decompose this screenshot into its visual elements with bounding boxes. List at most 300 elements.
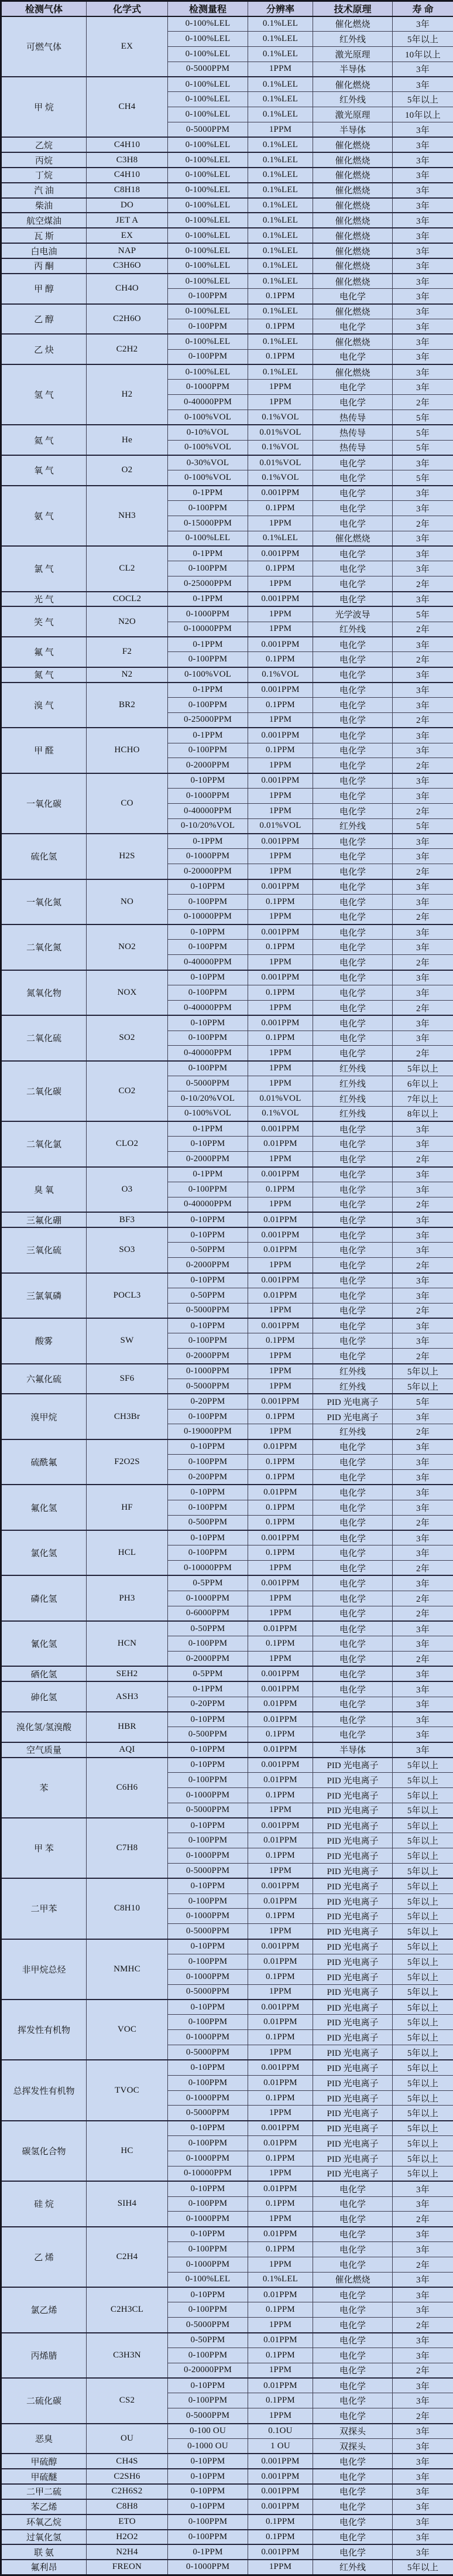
principle-cell: 电化学 — [313, 1333, 393, 1349]
gas-name-cell: 溴化氢/氢溴酸 — [1, 1712, 87, 1742]
table-row — [1, 1878, 453, 1893]
table-row — [1, 1939, 453, 1954]
gas-name-cell: 二甲二硫 — [1, 2484, 87, 2499]
range-cell: 0-10PPM — [168, 1227, 248, 1243]
gas-name-cell: 氟利昂 — [1, 2560, 87, 2575]
gas-name-cell: 白电油 — [1, 243, 87, 258]
lifespan-cell: 3年 — [393, 137, 453, 152]
principle-cell: PID 光电离子 — [313, 1394, 393, 1409]
lifespan-cell: 2年 — [393, 395, 453, 410]
formula-cell: TVOC — [87, 2060, 168, 2120]
resolution-cell: 0.1PPM — [248, 2393, 313, 2408]
principle-cell: 电化学 — [313, 2393, 393, 2408]
principle-cell: 电化学 — [313, 1515, 393, 1530]
resolution-cell: 0.001PPM — [248, 728, 313, 743]
resolution-cell: 0.1%LEL — [248, 213, 313, 228]
principle-cell: 热传导 — [313, 440, 393, 455]
resolution-cell: 0.001PPM — [248, 1530, 313, 1545]
resolution-cell: 0.1PPM — [248, 1848, 313, 1864]
principle-cell: 半导体 — [313, 1742, 393, 1758]
table-row — [1, 1364, 453, 1379]
table-row — [1, 924, 453, 940]
lifespan-cell: 3年 — [393, 2181, 453, 2196]
formula-cell: CH4O — [87, 274, 168, 304]
formula-cell: JET A — [87, 213, 168, 228]
range-cell: 0-5PPM — [168, 1666, 248, 1681]
resolution-cell: 1PPM — [248, 2257, 313, 2272]
resolution-cell: 0.1PPM — [248, 697, 313, 712]
formula-cell: N2O — [87, 606, 168, 637]
resolution-cell: 0.1PPM — [248, 2348, 313, 2363]
principle-cell: 红外线 — [313, 1061, 393, 1076]
table-row — [1, 2499, 453, 2514]
resolution-cell: 1PPM — [248, 1803, 313, 1818]
formula-cell: COCL2 — [87, 592, 168, 607]
resolution-cell: 0.001PPM — [248, 546, 313, 561]
resolution-cell: 0.001PPM — [248, 970, 313, 985]
range-cell: 0-10PPM — [168, 879, 248, 895]
resolution-cell: 0.1PPM — [248, 2196, 313, 2212]
lifespan-cell: 3年 — [393, 849, 453, 864]
lifespan-cell: 2年 — [393, 1303, 453, 1318]
principle-cell: 电化学 — [313, 1530, 393, 1545]
principle-cell: 电化学 — [313, 592, 393, 607]
gas-name-cell: 甲 醇 — [1, 274, 87, 304]
gas-name-cell: 氰化氢 — [1, 1621, 87, 1667]
table-row — [1, 2424, 453, 2439]
lifespan-cell: 7年以上 — [393, 1091, 453, 1106]
lifespan-cell: 3年 — [393, 773, 453, 789]
principle-cell: 电化学 — [313, 712, 393, 728]
principle-cell: 电化学 — [313, 728, 393, 743]
resolution-cell: 0.1%LEL — [248, 183, 313, 198]
range-cell: 0-1PPM — [168, 592, 248, 607]
lifespan-cell: 3年 — [393, 228, 453, 243]
range-cell: 0-20000PPM — [168, 2363, 248, 2378]
lifespan-cell: 3年 — [393, 924, 453, 940]
lifespan-cell: 5年以上 — [393, 1984, 453, 2000]
resolution-cell: 0.001PPM — [248, 1878, 313, 1893]
table-row — [1, 2000, 453, 2015]
principle-cell: 电化学 — [313, 1545, 393, 1561]
range-cell: 0-1000PPM — [168, 1909, 248, 1924]
resolution-cell: 0.1PPM — [248, 1500, 313, 1515]
resolution-cell: 0.01%VOL — [248, 455, 313, 470]
lifespan-cell: 3年 — [393, 2393, 453, 2408]
range-cell: 0-100PPM — [168, 2242, 248, 2257]
range-cell: 0-10PPM — [168, 1485, 248, 1500]
range-cell: 0-5000PPM — [168, 2408, 248, 2424]
resolution-cell: 0.1%LEL — [248, 137, 313, 152]
table-row — [1, 77, 453, 92]
range-cell: 0-5000PPM — [168, 1303, 248, 1318]
principle-cell: 催化燃烧 — [313, 243, 393, 258]
lifespan-cell: 3年 — [393, 1167, 453, 1182]
resolution-cell: 0.01PPM — [248, 2227, 313, 2242]
formula-cell: SO3 — [87, 1227, 168, 1273]
table-row — [1, 879, 453, 895]
range-cell: 0-100%LEL — [168, 16, 248, 32]
gas-name-cell: 二甲苯 — [1, 1878, 87, 1939]
lifespan-cell: 3年 — [393, 834, 453, 849]
principle-cell: 电化学 — [313, 1681, 393, 1697]
lifespan-cell: 3年 — [393, 1727, 453, 1742]
principle-cell: 电化学 — [313, 985, 393, 1001]
formula-cell: C7H8 — [87, 1818, 168, 1878]
range-cell: 0-5000PPM — [168, 122, 248, 137]
lifespan-cell: 5年以上 — [393, 2015, 453, 2030]
table-row — [1, 486, 453, 501]
principle-cell: 催化燃烧 — [313, 183, 393, 198]
formula-cell: C6H6 — [87, 1758, 168, 1818]
table-row — [1, 1621, 453, 1636]
range-cell: 0-100%LEL — [168, 92, 248, 107]
range-cell: 0-2000PPM — [168, 1258, 248, 1273]
range-cell: 0-10%VOL — [168, 425, 248, 440]
formula-cell: H2 — [87, 364, 168, 425]
principle-cell: 催化燃烧 — [313, 77, 393, 92]
resolution-cell: 0.1%VOL — [248, 410, 313, 425]
principle-cell: 电化学 — [313, 1727, 393, 1742]
formula-cell: VOC — [87, 2000, 168, 2060]
range-cell: 0-100%LEL — [168, 198, 248, 213]
resolution-cell: 0.01PPM — [248, 2181, 313, 2196]
lifespan-cell: 5年以上 — [393, 2166, 453, 2181]
range-cell: 0-25000PPM — [168, 712, 248, 728]
range-cell: 0-100PPM — [168, 985, 248, 1001]
formula-cell: NH3 — [87, 486, 168, 546]
lifespan-cell: 3年 — [393, 2196, 453, 2212]
principle-cell: 电化学 — [313, 1666, 393, 1681]
lifespan-cell: 3年 — [393, 2514, 453, 2530]
resolution-cell: 1PPM — [248, 1152, 313, 1167]
principle-cell: 电化学 — [313, 2544, 393, 2560]
formula-cell: F2O2S — [87, 1439, 168, 1485]
resolution-cell: 0.1PPM — [248, 2530, 313, 2545]
range-cell: 0-10PPM — [168, 2000, 248, 2015]
lifespan-cell: 2年 — [393, 2318, 453, 2333]
resolution-cell: 1PPM — [248, 1061, 313, 1076]
lifespan-cell: 8年以上 — [393, 1106, 453, 1121]
lifespan-cell: 3年 — [393, 152, 453, 168]
resolution-cell: 0.001PPM — [248, 1273, 313, 1288]
range-cell: 0-100PPM — [168, 1772, 248, 1787]
formula-cell: ASH3 — [87, 1681, 168, 1712]
resolution-cell: 0.1PPM — [248, 1455, 313, 1470]
principle-cell: PID 光电离子 — [313, 1772, 393, 1787]
lifespan-cell: 3年 — [393, 501, 453, 516]
resolution-cell: 0.1%VOL — [248, 667, 313, 683]
lifespan-cell: 5年 — [393, 606, 453, 622]
gas-name-cell: 丙烯腈 — [1, 2333, 87, 2379]
principle-cell: 电化学 — [313, 2469, 393, 2484]
range-cell: 0-10PPM — [168, 1712, 248, 1727]
range-cell: 0-10PPM — [168, 1137, 248, 1152]
principle-cell: 红外线 — [313, 818, 393, 834]
lifespan-cell: 10年以上 — [393, 107, 453, 122]
range-cell: 0-1000PPM — [168, 380, 248, 395]
principle-cell: 热传导 — [313, 410, 393, 425]
range-cell: 0-10PPM — [168, 1758, 248, 1773]
resolution-cell: 1PPM — [248, 516, 313, 531]
lifespan-cell: 5年以上 — [393, 1924, 453, 1939]
range-cell: 0-5000PPM — [168, 62, 248, 77]
table-row — [1, 1439, 453, 1455]
principle-cell: 电化学 — [313, 1470, 393, 1485]
principle-cell: 电化学 — [313, 1227, 393, 1243]
resolution-cell: 0.001PPM — [248, 924, 313, 940]
resolution-cell: 1PPM — [248, 2166, 313, 2181]
principle-cell: PID 光电离子 — [313, 2030, 393, 2045]
lifespan-cell: 3年 — [393, 2242, 453, 2257]
gas-name-cell: 硅 烷 — [1, 2181, 87, 2227]
lifespan-cell: 5年以上 — [393, 1939, 453, 1954]
resolution-cell: 0.1PPM — [248, 1409, 313, 1424]
lifespan-cell: 6年以上 — [393, 1076, 453, 1091]
gas-name-cell: 联 氨 — [1, 2544, 87, 2560]
table-row — [1, 274, 453, 289]
resolution-cell: 1PPM — [248, 1046, 313, 1061]
range-cell: 0-100PPM — [168, 289, 248, 304]
resolution-cell: 1PPM — [248, 849, 313, 864]
resolution-cell: 0.01%VOL — [248, 1091, 313, 1106]
principle-cell: 电化学 — [313, 516, 393, 531]
resolution-cell: 0.1PPM — [248, 894, 313, 909]
gas-name-cell: 总挥发性有机物 — [1, 2060, 87, 2120]
formula-cell: OU — [87, 2424, 168, 2454]
resolution-cell: 0.001PPM — [248, 2544, 313, 2560]
range-cell: 0-40000PPM — [168, 395, 248, 410]
formula-cell: CH4 — [87, 77, 168, 137]
lifespan-cell: 3年 — [393, 1470, 453, 1485]
formula-cell: EX — [87, 228, 168, 243]
header-cell-gas: 检测气体 — [1, 1, 87, 16]
resolution-cell: 0.001PPM — [248, 2000, 313, 2015]
range-cell: 0-100%LEL — [168, 168, 248, 183]
principle-cell: 电化学 — [313, 2181, 393, 2196]
lifespan-cell: 3年 — [393, 2378, 453, 2393]
gas-name-cell: 环氧乙烷 — [1, 2514, 87, 2530]
principle-cell: PID 光电离子 — [313, 1833, 393, 1848]
resolution-cell: 0.1PPM — [248, 2514, 313, 2530]
principle-cell: 电化学 — [313, 1500, 393, 1515]
lifespan-cell: 2年 — [393, 622, 453, 637]
principle-cell: PID 光电离子 — [313, 2121, 393, 2136]
resolution-cell: 0.01PPM — [248, 1288, 313, 1303]
range-cell: 0-1000PPM — [168, 2090, 248, 2106]
lifespan-cell: 3年 — [393, 2302, 453, 2318]
principle-cell: 红外线 — [313, 1364, 393, 1379]
resolution-cell: 0.01PPM — [248, 2136, 313, 2151]
table-row — [1, 2544, 453, 2560]
resolution-cell: 1PPM — [248, 2363, 313, 2378]
resolution-cell: 0.001PPM — [248, 2454, 313, 2469]
principle-cell: PID 光电离子 — [313, 1878, 393, 1893]
lifespan-cell: 2年 — [393, 1561, 453, 1576]
gas-name-cell: 恶臭 — [1, 2424, 87, 2454]
resolution-cell: 0.01PPM — [248, 1439, 313, 1455]
range-cell: 0-10PPM — [168, 1742, 248, 1758]
principle-cell: 电化学 — [313, 1182, 393, 1197]
range-cell: 0-100PPM — [168, 1500, 248, 1515]
principle-cell: 电化学 — [313, 1485, 393, 1500]
resolution-cell: 1PPM — [248, 622, 313, 637]
resolution-cell: 0.01PPM — [248, 1485, 313, 1500]
gas-name-cell: 溴甲烷 — [1, 1394, 87, 1439]
lifespan-cell: 3年 — [393, 561, 453, 576]
lifespan-cell: 2年 — [393, 758, 453, 773]
range-cell: 0-100PPM — [168, 1954, 248, 1970]
principle-cell: 电化学 — [313, 546, 393, 561]
formula-cell: NOX — [87, 970, 168, 1016]
resolution-cell: 0.01PPM — [248, 1712, 313, 1727]
principle-cell: PID 光电离子 — [313, 2166, 393, 2181]
range-cell: 0-100PPM — [168, 2075, 248, 2090]
resolution-cell: 1PPM — [248, 576, 313, 592]
range-cell: 0-100PPM — [168, 1333, 248, 1349]
gas-name-cell: 甲硫醚 — [1, 2469, 87, 2484]
range-cell: 0-1PPM — [168, 728, 248, 743]
resolution-cell: 0.1%LEL — [248, 152, 313, 168]
range-cell: 0-1000PPM — [168, 789, 248, 804]
range-cell: 0-100PPM — [168, 501, 248, 516]
range-cell: 0-100PPM — [168, 2015, 248, 2030]
lifespan-cell: 5年 — [393, 1394, 453, 1409]
principle-cell: 电化学 — [313, 637, 393, 652]
gas-name-cell: 碳氢化合物 — [1, 2121, 87, 2181]
lifespan-cell: 5年以上 — [393, 1878, 453, 1893]
principle-cell: 电化学 — [313, 773, 393, 789]
range-cell: 0-100%LEL — [168, 364, 248, 380]
lifespan-cell: 2年 — [393, 2408, 453, 2424]
principle-cell: 电化学 — [313, 289, 393, 304]
range-cell: 0-10000PPM — [168, 1561, 248, 1576]
lifespan-cell: 2年 — [393, 2212, 453, 2227]
principle-cell: 红外线 — [313, 31, 393, 46]
table-row — [1, 667, 453, 683]
principle-cell: 电化学 — [313, 1288, 393, 1303]
resolution-cell: 0.1%LEL — [248, 107, 313, 122]
resolution-cell: 0.01PPM — [248, 1893, 313, 1909]
range-cell: 0-5000PPM — [168, 1803, 248, 1818]
gas-name-cell: 苯乙烯 — [1, 2499, 87, 2514]
principle-cell: 电化学 — [313, 1318, 393, 1333]
formula-cell: C2H3CL — [87, 2287, 168, 2333]
range-cell: 0-100PPM — [168, 2530, 248, 2545]
table-row — [1, 228, 453, 243]
resolution-cell: 0.001PPM — [248, 2499, 313, 2514]
lifespan-cell: 5年以上 — [393, 2090, 453, 2106]
lifespan-cell: 5年 — [393, 425, 453, 440]
table-row — [1, 16, 453, 32]
range-cell: 0-25000PPM — [168, 576, 248, 592]
resolution-cell: 1PPM — [248, 1924, 313, 1939]
lifespan-cell: 3年 — [393, 879, 453, 895]
principle-cell: 催化燃烧 — [313, 168, 393, 183]
lifespan-cell: 5年以上 — [393, 2030, 453, 2045]
principle-cell: 催化燃烧 — [313, 198, 393, 213]
gas-name-cell: 航空煤油 — [1, 213, 87, 228]
range-cell: 0-30%VOL — [168, 455, 248, 470]
gas-name-cell: 氢 气 — [1, 364, 87, 425]
resolution-cell: 0.1%LEL — [248, 77, 313, 92]
lifespan-cell: 5年以上 — [393, 2000, 453, 2015]
table-row — [1, 168, 453, 183]
principle-cell: 电化学 — [313, 789, 393, 804]
resolution-cell: 0.1PPM — [248, 2151, 313, 2166]
range-cell: 0-100%LEL — [168, 531, 248, 546]
principle-cell: 半导体 — [313, 62, 393, 77]
formula-cell: NO — [87, 879, 168, 925]
principle-cell: PID 光电离子 — [313, 1924, 393, 1939]
table-row — [1, 364, 453, 380]
range-cell: 0-50PPM — [168, 1621, 248, 1636]
resolution-cell: 0.01PPM — [248, 2287, 313, 2302]
principle-cell: 电化学 — [313, 1591, 393, 1606]
gas-name-cell: 二氧化硫 — [1, 1015, 87, 1061]
lifespan-cell: 3年 — [393, 789, 453, 804]
formula-cell: HCHO — [87, 728, 168, 773]
range-cell: 0-19000PPM — [168, 1424, 248, 1439]
principle-cell: 电化学 — [313, 2454, 393, 2469]
gas-name-cell: 氨 气 — [1, 486, 87, 546]
table-row — [1, 592, 453, 607]
range-cell: 0-100%LEL — [168, 334, 248, 349]
lifespan-cell: 3年 — [393, 592, 453, 607]
table-row — [1, 1485, 453, 1500]
range-cell: 0-100%LEL — [168, 77, 248, 92]
gas-name-cell: 苯 — [1, 1758, 87, 1818]
range-cell: 0-1000PPM — [168, 2030, 248, 2045]
resolution-cell: 0.1%LEL — [248, 334, 313, 349]
gas-name-cell: 光 气 — [1, 592, 87, 607]
resolution-cell: 0.1PPM — [248, 1787, 313, 1803]
lifespan-cell: 5年以上 — [393, 1758, 453, 1773]
lifespan-cell: 3年 — [393, 1545, 453, 1561]
gas-name-cell: 氯乙烯 — [1, 2287, 87, 2333]
formula-cell: C8H10 — [87, 1878, 168, 1939]
formula-cell: CL2 — [87, 546, 168, 592]
lifespan-cell: 3年 — [393, 168, 453, 183]
range-cell: 0-100PPM — [168, 2196, 248, 2212]
range-cell: 0-1000PPM — [168, 2560, 248, 2575]
lifespan-cell: 3年 — [393, 1485, 453, 1500]
resolution-cell: 1 OU — [248, 2439, 313, 2454]
principle-cell: 电化学 — [313, 1303, 393, 1318]
resolution-cell: 0.1%LEL — [248, 531, 313, 546]
resolution-cell: 1PPM — [248, 1349, 313, 1364]
principle-cell: PID 光电离子 — [313, 1954, 393, 1970]
principle-cell: PID 光电离子 — [313, 1984, 393, 2000]
resolution-cell: 0.001PPM — [248, 1818, 313, 1833]
range-cell: 0-5000PPM — [168, 2106, 248, 2121]
principle-cell: PID 光电离子 — [313, 1969, 393, 1984]
table-row — [1, 606, 453, 622]
principle-cell: 电化学 — [313, 834, 393, 849]
lifespan-cell: 3年 — [393, 1273, 453, 1288]
resolution-cell: 0.01PPM — [248, 1137, 313, 1152]
lifespan-cell: 3年 — [393, 1621, 453, 1636]
formula-cell: CO2 — [87, 1061, 168, 1121]
table-row — [1, 1818, 453, 1833]
principle-cell: 电化学 — [313, 864, 393, 879]
resolution-cell: 0.1%LEL — [248, 274, 313, 289]
lifespan-cell: 3年 — [393, 1666, 453, 1681]
header-cell-range: 检测量程 — [168, 1, 248, 16]
range-cell: 0-1000 OU — [168, 2439, 248, 2454]
range-cell: 0-2000PPM — [168, 1152, 248, 1167]
range-cell: 0-10000PPM — [168, 909, 248, 924]
